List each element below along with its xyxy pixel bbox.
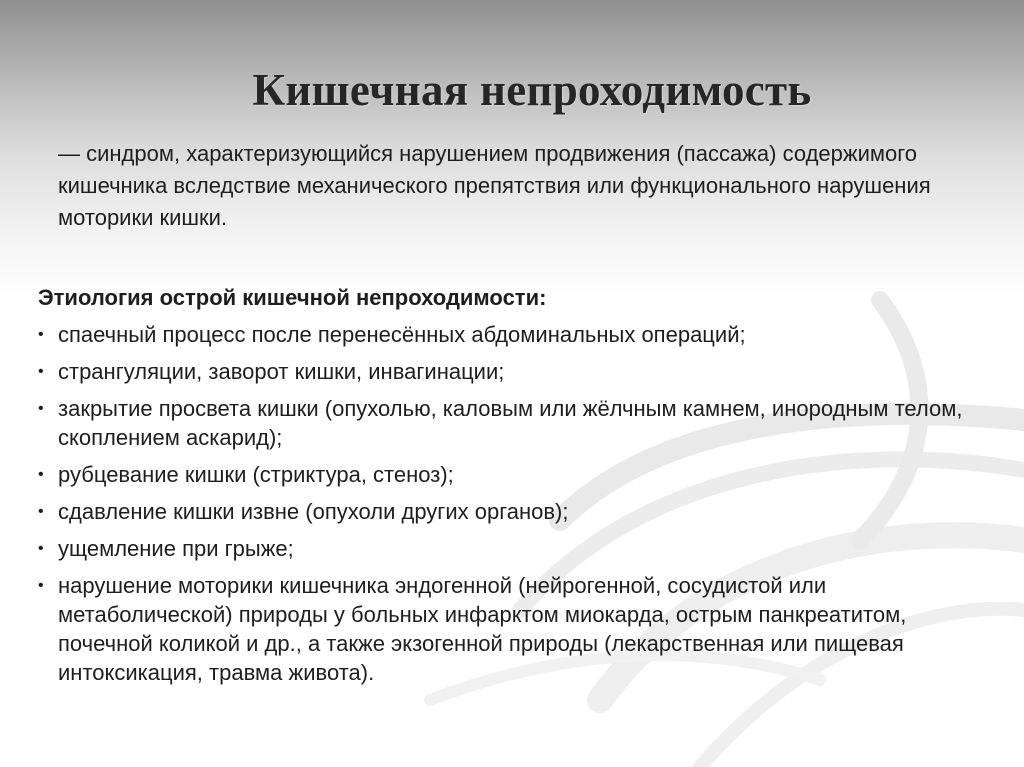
list-item [38, 534, 1004, 563]
definition-text: — синдром, характеризующийся нарушением продвижения (пассажа) содержимого кишечника вследствие механического препятствия или функционального нарушения моторики кишки. [58, 141, 931, 230]
list-item [38, 357, 1004, 386]
list-item [38, 460, 1004, 489]
slide-title: Кишечная непроходимость [252, 65, 812, 115]
bullet-icon: • [38, 577, 44, 594]
list-item-text: спаечный процесс после перенесённых абдоминальных операций; [58, 322, 746, 347]
etiology-heading: Этиология острой кишечной непроходимости: [38, 285, 547, 310]
bullet-icon: • [38, 400, 44, 417]
bullet-icon: • [38, 466, 44, 483]
list-item [38, 571, 1004, 687]
list-item-text: закрытие просвета кишки (опухолью, каловым или жёлчным камнем, инородным телом, скоплением аскарид); [58, 396, 963, 450]
list-item [38, 320, 1004, 349]
list-item [38, 394, 1004, 452]
list-item [38, 497, 1004, 526]
list-item-text: рубцевание кишки (стриктура, стеноз); [58, 462, 454, 487]
bullet-icon: • [38, 363, 44, 380]
list-item-text: нарушение моторики кишечника эндогенной (нейрогенной, сосудистой или метаболической) природы у больных инфарктом миокарда, острым панкреатитом, почечной коликой и др., а также экзогенной природы (лекарственная или пищевая интоксикация, травма живота). [58, 573, 907, 685]
bullet-icon: • [38, 326, 44, 343]
list-item-text: ущемление при грыже; [58, 536, 294, 561]
list-item-text: сдавление кишки извне (опухоли других органов); [58, 499, 569, 524]
list-item-text: странгуляции, заворот кишки, инвагинации; [58, 359, 505, 384]
etiology-list [38, 320, 1004, 695]
bullet-icon: • [38, 540, 44, 557]
bullet-icon: • [38, 503, 44, 520]
